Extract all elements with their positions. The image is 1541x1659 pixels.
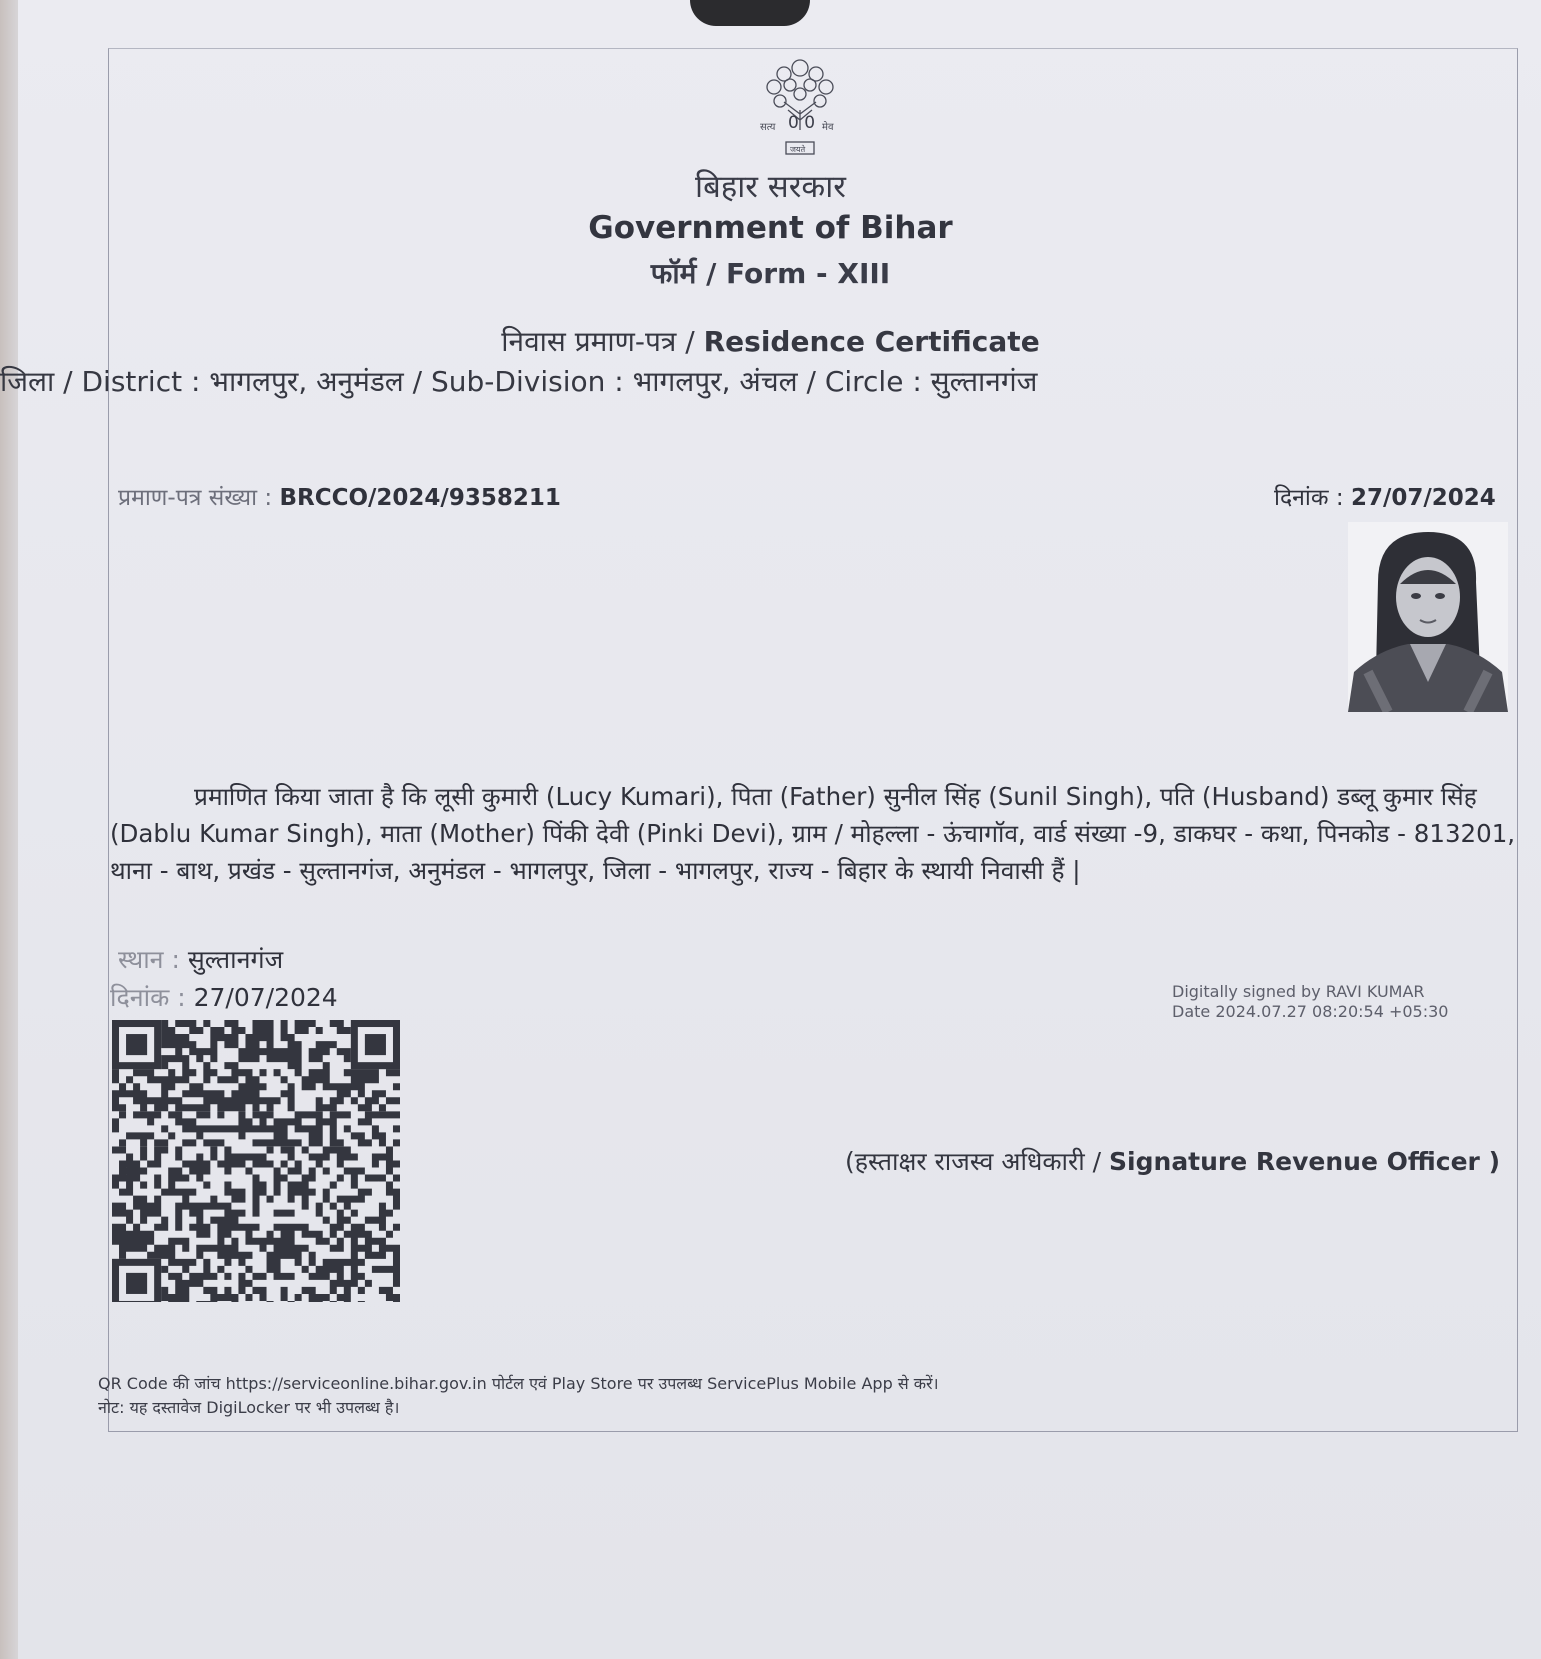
digital-signature: [1172, 982, 1448, 1022]
qr-code-icon: [112, 1020, 400, 1302]
digital-signature-date: Date 2024.07.27 08:20:54 +05:30: [1172, 1002, 1449, 1021]
place-value: सुल्तानगंज: [187, 945, 284, 974]
signatory-english: Signature Revenue Officer ): [1109, 1147, 1501, 1176]
header-english-title: Government of Bihar: [588, 210, 953, 246]
issue-date-value: 27/07/2024: [1350, 485, 1496, 511]
signature-revenue-officer: [845, 1144, 1500, 1178]
svg-text:0 0: 0 0: [788, 113, 816, 133]
certificate-title-english: Residence Certificate: [703, 325, 1040, 358]
svg-text:सत्य: सत्य: [760, 122, 776, 133]
place-date: [110, 980, 338, 1014]
applicant-photo: [1348, 522, 1508, 712]
district-line: जिला / District : भागलपुर, अनुमंडल / Sub-Division : भागलपुर, अंचल / Circle : सुल्तानगंज: [0, 365, 1038, 398]
issue-date: [1274, 480, 1496, 512]
place-date-value: 27/07/2024: [193, 983, 338, 1012]
digital-signature-name: Digitally signed by RAVI KUMAR: [1172, 982, 1425, 1001]
form-number: फॉर्म / Form - XIII: [650, 257, 891, 290]
certificate-number: [118, 480, 561, 512]
footer-digilocker-note: नोट: यह दस्तावेज DigiLocker पर भी उपलब्ध है।: [98, 1398, 400, 1417]
signatory-hindi: (हस्ताक्षर राजस्व अधिकारी /: [845, 1147, 1110, 1176]
issue-date-label: दिनांक :: [1274, 485, 1351, 511]
certificate-body-text: प्रमाणित किया जाता है कि लूसी कुमारी (Lucy Kumari), पिता (Father) सुनील सिंह (Sunil Singh), पति (Husband) डब्लू कुमार सिंह (Dablu Kumar Singh), माता (Mother) पिंकी देवी (Pinki Devi), ग्राम / मोहल्ला - ऊंचागॉव, वार्ड संख्या -9, डाकघर - कथा, पिनकोड - 813201, थाना - बाथ, प्रखंड - सुल्तानगंज, अनुमंडल - भागलपुर, जिला - भागलपुर, राज्य - बिहार के स्थायी निवासी हैं |: [110, 782, 1516, 885]
certificate-title: [0, 322, 1541, 360]
header-hindi-title: बिहार सरकार: [695, 169, 846, 205]
certificate-body: [110, 778, 1518, 889]
bihar-emblem-icon: [754, 52, 846, 158]
clipboard-clip: [690, 0, 810, 26]
svg-text:मेव: मेव: [822, 122, 834, 133]
certificate-number-value: BRCCO/2024/9358211: [279, 485, 561, 511]
footer-qr-note: QR Code की जांच https://serviceonline.bihar.gov.in पोर्टल एवं Play Store पर उपलब्ध ServicePlus Mobile App से करें।: [98, 1374, 939, 1393]
place-label: स्थान :: [118, 945, 188, 974]
certificate-title-hindi: निवास प्रमाण-पत्र /: [501, 325, 704, 358]
svg-text:जयते: जयते: [790, 145, 806, 154]
place: [118, 942, 283, 976]
place-date-label: दिनांक :: [110, 983, 194, 1012]
certificate-number-label: प्रमाण-पत्र संख्या :: [118, 485, 280, 511]
